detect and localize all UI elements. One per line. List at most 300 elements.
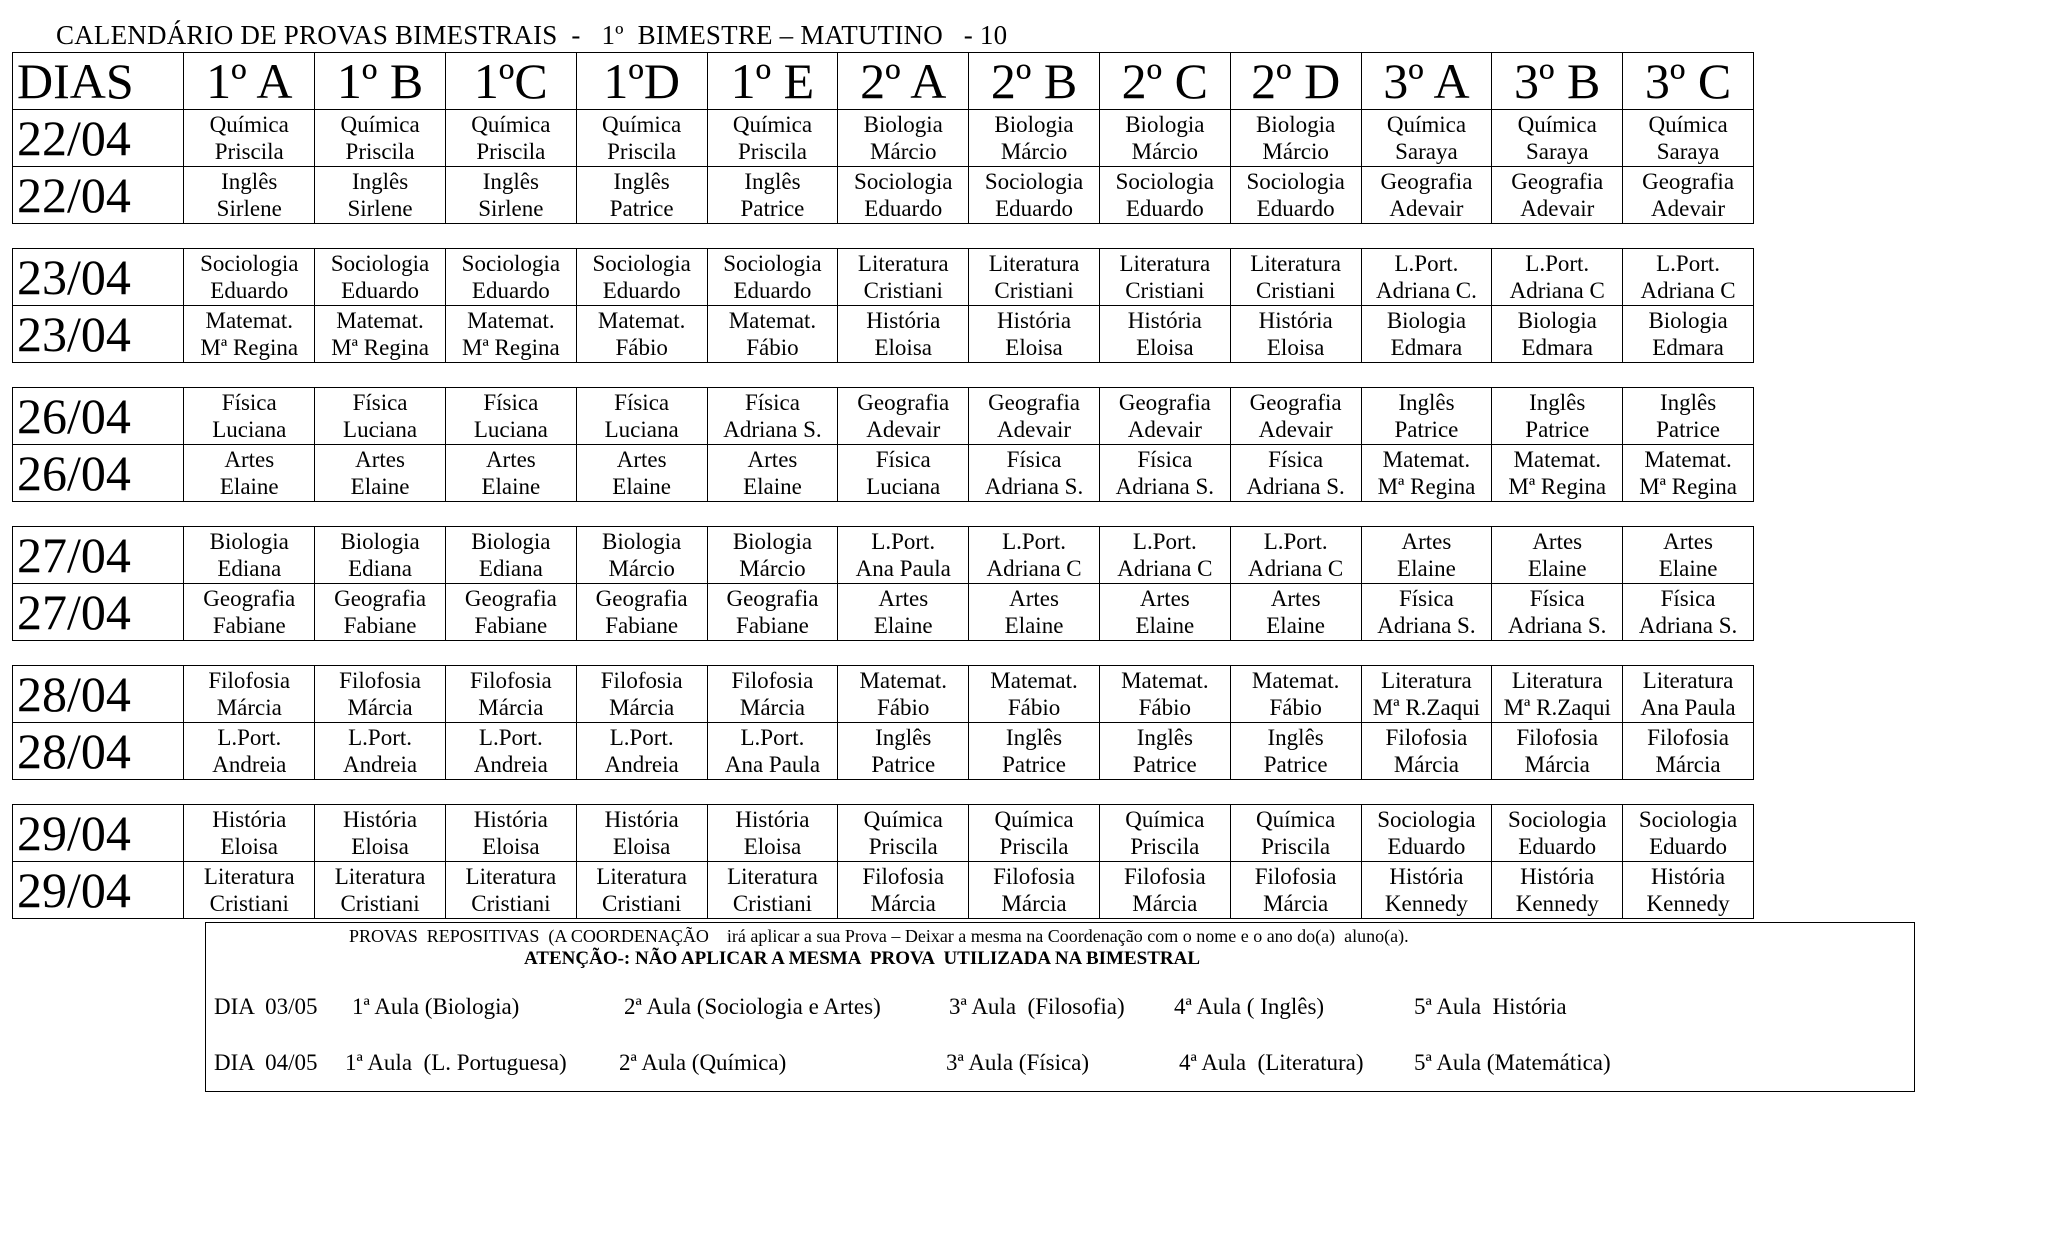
exam-cell <box>1099 584 1230 641</box>
exam-cell <box>445 110 576 167</box>
subject-label: Literatura <box>1511 668 1603 693</box>
subject-label: Filofosia <box>339 668 421 693</box>
teacher-label: Adevair <box>1389 196 1464 221</box>
subject-label: História <box>996 308 1072 333</box>
subject-label: Biologia <box>732 529 813 554</box>
subject-label: História <box>1127 308 1202 333</box>
teacher-label: Ana Paula <box>855 556 951 581</box>
exam-cell <box>969 249 1100 306</box>
subject-label: Filofosia <box>1254 864 1337 889</box>
subject-label: Geografia <box>464 586 557 611</box>
exam-cell <box>445 306 576 363</box>
teacher-label: Eloisa <box>1005 335 1063 360</box>
exam-cell <box>969 445 1100 502</box>
subject-label: Sociologia <box>984 169 1084 194</box>
teacher-label: Márcia <box>347 695 413 720</box>
exam-cell <box>1230 110 1361 167</box>
exam-cell <box>315 388 446 445</box>
subject-label: Filofosia <box>208 668 291 693</box>
exam-cell <box>969 167 1100 224</box>
exam-cell <box>707 805 838 862</box>
teacher-label: Eloisa <box>351 834 409 859</box>
subject-label: Física <box>1660 586 1716 611</box>
teacher-label: Adriana S. <box>1246 474 1345 499</box>
subject-label: Filofosia <box>1123 864 1206 889</box>
teacher-label: Priscila <box>1130 834 1200 859</box>
teacher-label: Edmara <box>1652 335 1724 360</box>
repositivas-aula: 1ª Aula (Biologia) <box>352 994 520 1019</box>
header-row <box>13 53 1754 110</box>
teacher-label: Saraya <box>1656 139 1720 164</box>
subject-label: História <box>212 807 287 832</box>
exam-cell <box>969 666 1100 723</box>
subject-label: Matemat. <box>597 308 686 333</box>
teacher-label: Adriana C <box>1248 556 1344 581</box>
schedule-table <box>12 387 1754 502</box>
subject-label: Física <box>352 390 408 415</box>
exam-cell <box>707 110 838 167</box>
teacher-label: Andreia <box>343 752 418 777</box>
teacher-label: Eduardo <box>602 278 681 303</box>
exam-cell <box>315 249 446 306</box>
class-header: 2º B <box>969 53 1100 110</box>
teacher-label: Cristiani <box>732 891 813 916</box>
exam-schedule <box>12 52 1754 919</box>
subject-label: Artes <box>878 586 929 611</box>
subject-label: Geografia <box>203 586 296 611</box>
teacher-label: Márcia <box>1393 752 1459 777</box>
class-header: 3º B <box>1492 53 1623 110</box>
subject-label: História <box>866 308 941 333</box>
exam-cell <box>576 110 707 167</box>
teacher-label: Cristiani <box>340 891 420 916</box>
subject-label: Biologia <box>602 529 682 554</box>
class-header: 2º C <box>1099 53 1230 110</box>
teacher-label: Márcia <box>739 695 806 720</box>
teacher-label: Cristiani <box>1125 278 1205 303</box>
exam-cell <box>315 723 446 780</box>
teacher-label: Andreia <box>604 752 679 777</box>
teacher-label: Fábio <box>1269 695 1322 720</box>
repositivas-note: PROVAS REPOSITIVAS (A COORDENAÇÃO irá aplicar a sua Prova – Deixar a mesma na Coordenação com o nome e o ano do(a) aluno(a). <box>349 926 1409 946</box>
days-header: DIAS <box>13 53 184 110</box>
subject-label: Biologia <box>1125 112 1205 137</box>
teacher-label: Ediana <box>478 556 543 581</box>
subject-label: Sociologia <box>200 251 299 276</box>
subject-label: Artes <box>1663 529 1713 554</box>
teacher-label: Mª Regina <box>200 335 299 360</box>
exam-cell <box>445 666 576 723</box>
class-header: 1ºC <box>445 53 576 110</box>
subject-label: Biologia <box>340 529 420 554</box>
exam-cell <box>1361 167 1492 224</box>
subject-label: Artes <box>1139 586 1190 611</box>
subject-label: Filofosia <box>862 864 945 889</box>
teacher-label: Márcio <box>1131 139 1199 164</box>
exam-cell <box>184 527 315 584</box>
exam-cell <box>969 723 1100 780</box>
subject-label: Inglês <box>1136 725 1193 750</box>
exam-cell <box>707 167 838 224</box>
exam-cell <box>315 527 446 584</box>
exam-cell <box>1492 666 1623 723</box>
teacher-label: Ediana <box>348 556 412 581</box>
schedule-table <box>12 665 1754 780</box>
exam-cell <box>1492 306 1623 363</box>
teacher-label: Kennedy <box>1384 891 1468 916</box>
exam-cell <box>838 527 969 584</box>
teacher-label: Adevair <box>1258 417 1333 442</box>
subject-label: Inglês <box>1267 725 1324 750</box>
teacher-label: Eduardo <box>471 278 550 303</box>
teacher-label: Elaine <box>1397 556 1456 581</box>
subject-label: L.Port. <box>1263 529 1328 554</box>
exam-cell <box>1361 110 1492 167</box>
repositivas-aula: 4ª Aula (Literatura) <box>1179 1050 1364 1075</box>
teacher-label: Eduardo <box>1518 834 1597 859</box>
teacher-label: Luciana <box>604 417 679 442</box>
subject-label: Inglês <box>351 169 409 194</box>
teacher-label: Adriana C <box>986 556 1082 581</box>
subject-label: Biologia <box>863 112 943 137</box>
subject-label: Química <box>471 112 551 137</box>
subject-label: Química <box>732 112 813 137</box>
teacher-label: Márcio <box>1000 139 1068 164</box>
subject-label: Geografia <box>1511 169 1604 194</box>
exam-cell <box>707 249 838 306</box>
exam-cell <box>576 723 707 780</box>
exam-cell <box>1361 388 1492 445</box>
subject-label: Literatura <box>203 864 295 889</box>
teacher-label: Patrice <box>1263 752 1328 777</box>
teacher-label: Sirlene <box>347 196 413 221</box>
teacher-label: Eloisa <box>874 335 932 360</box>
exam-cell <box>1230 249 1361 306</box>
repositivas-aula: 2ª Aula (Química) <box>619 1050 787 1075</box>
teacher-label: Adriana C. <box>1375 278 1477 303</box>
repositivas-aula: 1ª Aula (L. Portuguesa) <box>345 1050 567 1075</box>
exam-cell <box>1623 306 1754 363</box>
subject-label: História <box>735 807 810 832</box>
teacher-label: Priscila <box>214 139 284 164</box>
teacher-label: Márcio <box>870 139 937 164</box>
repositivas-aula: 4ª Aula ( Inglês) <box>1174 994 1325 1019</box>
exam-cell <box>445 445 576 502</box>
subject-label: L.Port. <box>348 725 412 750</box>
teacher-label: Fabiane <box>605 613 679 638</box>
subject-label: Geografia <box>857 390 950 415</box>
teacher-label: Fabiane <box>736 613 809 638</box>
teacher-label: Mª Regina <box>331 335 429 360</box>
subject-label: Química <box>1256 807 1336 832</box>
exam-cell <box>1492 584 1623 641</box>
subject-label: História <box>1651 864 1726 889</box>
teacher-label: Adevair <box>1520 196 1595 221</box>
exam-cell <box>1492 805 1623 862</box>
table-row <box>13 110 1754 167</box>
subject-label: Biologia <box>994 112 1074 137</box>
subject-label: Matemat. <box>990 668 1078 693</box>
subject-label: L.Port. <box>740 725 805 750</box>
exam-cell <box>1623 862 1754 919</box>
exam-cell <box>576 445 707 502</box>
teacher-label: Márcia <box>1263 891 1329 916</box>
exam-cell <box>315 445 446 502</box>
subject-label: Matemat. <box>1251 668 1340 693</box>
subject-label: Sociologia <box>1377 807 1476 832</box>
date-cell: 28/04 <box>13 723 184 780</box>
subject-label: Literatura <box>727 864 818 889</box>
exam-cell <box>838 445 969 502</box>
subject-label: Sociologia <box>723 251 822 276</box>
subject-label: Filofosia <box>1385 725 1468 750</box>
teacher-label: Elaine <box>1527 556 1587 581</box>
exam-cell <box>1492 862 1623 919</box>
exam-cell <box>576 388 707 445</box>
subject-label: História <box>343 807 418 832</box>
teacher-label: Ana Paula <box>1640 695 1736 720</box>
subject-label: História <box>1258 308 1333 333</box>
subject-label: Química <box>1517 112 1597 137</box>
teacher-label: Kennedy <box>1515 891 1599 916</box>
subject-label: Matemat. <box>336 308 424 333</box>
subject-label: Literatura <box>857 251 949 276</box>
subject-label: Inglês <box>1659 390 1717 415</box>
subject-label: História <box>473 807 548 832</box>
teacher-label: Eduardo <box>1649 834 1728 859</box>
exam-cell <box>1230 666 1361 723</box>
repositivas-aula: 5ª Aula História <box>1414 994 1567 1019</box>
repositivas-day: DIA 03/05 <box>214 994 318 1019</box>
subject-label: Biologia <box>471 529 551 554</box>
teacher-label: Luciana <box>866 474 941 499</box>
teacher-label: Eloisa <box>1266 335 1325 360</box>
subject-label: Física <box>1006 447 1062 472</box>
exam-cell <box>1230 167 1361 224</box>
teacher-label: Patrice <box>1656 417 1720 442</box>
teacher-label: Adriana C <box>1640 278 1736 303</box>
teacher-label: Elaine <box>219 474 279 499</box>
teacher-label: Elaine <box>873 613 933 638</box>
subject-label: Biologia <box>1386 308 1467 333</box>
exam-cell <box>184 110 315 167</box>
exam-cell <box>315 666 446 723</box>
subject-label: Artes <box>747 447 798 472</box>
teacher-label: Adevair <box>997 417 1072 442</box>
teacher-label: Adriana S. <box>1638 613 1738 638</box>
teacher-label: Márcia <box>216 695 282 720</box>
exam-cell <box>1230 306 1361 363</box>
subject-label: Inglês <box>1005 725 1063 750</box>
teacher-label: Adriana C <box>1117 556 1213 581</box>
subject-label: Literatura <box>465 864 557 889</box>
subject-label: Filofosia <box>600 668 683 693</box>
teacher-label: Elaine <box>481 474 541 499</box>
exam-cell <box>315 306 446 363</box>
subject-label: L.Port. <box>1132 529 1197 554</box>
exam-cell <box>707 584 838 641</box>
class-header: 1º B <box>315 53 446 110</box>
subject-label: Geografia <box>1642 169 1735 194</box>
page-title: CALENDÁRIO DE PROVAS BIMESTRAIS - 1º BIMESTRE – MATUTINO - 10 <box>56 20 1008 50</box>
subject-label: Literatura <box>988 251 1080 276</box>
teacher-label: Adriana S. <box>1508 613 1607 638</box>
exam-cell <box>707 862 838 919</box>
exam-cell <box>445 723 576 780</box>
class-header: 3º A <box>1361 53 1492 110</box>
teacher-label: Edmara <box>1390 335 1463 360</box>
exam-cell <box>1230 862 1361 919</box>
teacher-label: Priscila <box>476 139 546 164</box>
subject-label: Química <box>863 807 943 832</box>
subject-label: Matemat. <box>1121 668 1209 693</box>
table-row <box>13 306 1754 363</box>
subject-label: Filofosia <box>469 668 552 693</box>
exam-cell <box>1623 167 1754 224</box>
teacher-label: Priscila <box>345 139 415 164</box>
teacher-label: Priscila <box>737 139 807 164</box>
teacher-label: Adevair <box>866 417 941 442</box>
date-cell: 22/04 <box>13 167 184 224</box>
exam-cell <box>184 249 315 306</box>
teacher-label: Adriana S. <box>1115 474 1215 499</box>
exam-cell <box>1099 306 1230 363</box>
teacher-label: Ediana <box>217 556 282 581</box>
subject-label: Literatura <box>1119 251 1211 276</box>
subject-label: Química <box>1125 807 1205 832</box>
subject-label: Filofosia <box>1647 725 1729 750</box>
subject-label: Literatura <box>1250 251 1341 276</box>
date-cell: 29/04 <box>13 862 184 919</box>
subject-label: Sociologia <box>461 251 561 276</box>
repositivas-box <box>205 922 1915 1092</box>
table-row <box>13 862 1754 919</box>
teacher-label: Fabiane <box>343 613 417 638</box>
subject-label: Matemat. <box>1382 447 1471 472</box>
exam-cell <box>838 584 969 641</box>
subject-label: História <box>1389 864 1464 889</box>
date-cell: 23/04 <box>13 306 184 363</box>
exam-cell <box>576 167 707 224</box>
exam-cell <box>969 388 1100 445</box>
exam-cell <box>445 388 576 445</box>
exam-cell <box>838 666 969 723</box>
teacher-label: Márcia <box>1655 752 1721 777</box>
teacher-label: Sirlene <box>478 196 544 221</box>
exam-cell <box>184 805 315 862</box>
table-row <box>13 388 1754 445</box>
subject-label: Artes <box>1270 586 1321 611</box>
exam-cell <box>1492 445 1623 502</box>
exam-cell <box>1099 110 1230 167</box>
teacher-label: Elaine <box>743 474 802 499</box>
exam-cell <box>1623 805 1754 862</box>
teacher-label: Fábio <box>1138 695 1192 720</box>
subject-label: Física <box>483 390 539 415</box>
table-row <box>13 723 1754 780</box>
exam-cell <box>184 388 315 445</box>
attention-note: ATENÇÃO-: NÃO APLICAR A MESMA PROVA UTILIZADA NA BIMESTRAL <box>524 948 1201 969</box>
subject-label: Sociologia <box>854 169 953 194</box>
teacher-label: Eduardo <box>864 196 943 221</box>
exam-cell <box>1361 445 1492 502</box>
exam-cell <box>576 666 707 723</box>
teacher-label: Márcia <box>870 891 936 916</box>
subject-label: Artes <box>1009 586 1059 611</box>
teacher-label: Eduardo <box>1125 196 1204 221</box>
exam-cell <box>838 306 969 363</box>
teacher-label: Eduardo <box>1387 834 1466 859</box>
subject-label: Inglês <box>482 169 539 194</box>
subject-label: Física <box>1137 447 1193 472</box>
exam-cell <box>576 862 707 919</box>
subject-label: Física <box>221 390 277 415</box>
teacher-label: Cristiani <box>994 278 1074 303</box>
teacher-label: Eduardo <box>995 196 1073 221</box>
teacher-label: Patrice <box>1525 417 1590 442</box>
exam-cell <box>838 388 969 445</box>
class-header: 1º E <box>707 53 838 110</box>
teacher-label: Saraya <box>1395 139 1458 164</box>
exam-cell <box>1099 862 1230 919</box>
exam-cell <box>445 167 576 224</box>
teacher-label: Cristiani <box>1256 278 1336 303</box>
subject-label: Química <box>340 112 420 137</box>
exam-cell <box>1361 527 1492 584</box>
teacher-label: Eloisa <box>482 834 540 859</box>
subject-label: Química <box>209 112 289 137</box>
subject-label: Artes <box>1532 529 1583 554</box>
teacher-label: Eduardo <box>341 278 420 303</box>
teacher-label: Eloisa <box>220 834 278 859</box>
repositivas-day: DIA 04/05 <box>214 1050 318 1075</box>
teacher-label: Adevair <box>1651 196 1726 221</box>
exam-cell <box>1230 584 1361 641</box>
teacher-label: Eloisa <box>612 834 671 859</box>
subject-label: Biologia <box>209 529 289 554</box>
subject-label: Artes <box>355 447 405 472</box>
exam-cell <box>576 805 707 862</box>
exam-cell <box>1099 527 1230 584</box>
subject-label: L.Port. <box>1002 529 1066 554</box>
exam-cell <box>838 805 969 862</box>
exam-cell <box>1492 167 1623 224</box>
subject-label: L.Port. <box>871 529 936 554</box>
exam-cell <box>445 249 576 306</box>
table-row <box>13 584 1754 641</box>
subject-label: L.Port. <box>1394 251 1459 276</box>
teacher-label: Elaine <box>1266 613 1325 638</box>
exam-cell <box>969 805 1100 862</box>
subject-label: Literatura <box>1381 668 1472 693</box>
teacher-label: Cristiani <box>602 891 682 916</box>
date-cell: 23/04 <box>13 249 184 306</box>
teacher-label: Elaine <box>1658 556 1718 581</box>
teacher-label: Edmara <box>1521 335 1593 360</box>
subject-label: Inglês <box>1529 390 1586 415</box>
exam-cell <box>707 666 838 723</box>
subject-label: Artes <box>224 447 275 472</box>
teacher-label: Andreia <box>212 752 287 777</box>
exam-cell <box>1099 666 1230 723</box>
subject-label: Artes <box>616 447 667 472</box>
exam-cell <box>1099 723 1230 780</box>
table-row <box>13 805 1754 862</box>
exam-cell <box>1492 388 1623 445</box>
teacher-label: Kennedy <box>1646 891 1730 916</box>
subject-label: Química <box>602 112 682 137</box>
teacher-label: Eloisa <box>1136 335 1194 360</box>
